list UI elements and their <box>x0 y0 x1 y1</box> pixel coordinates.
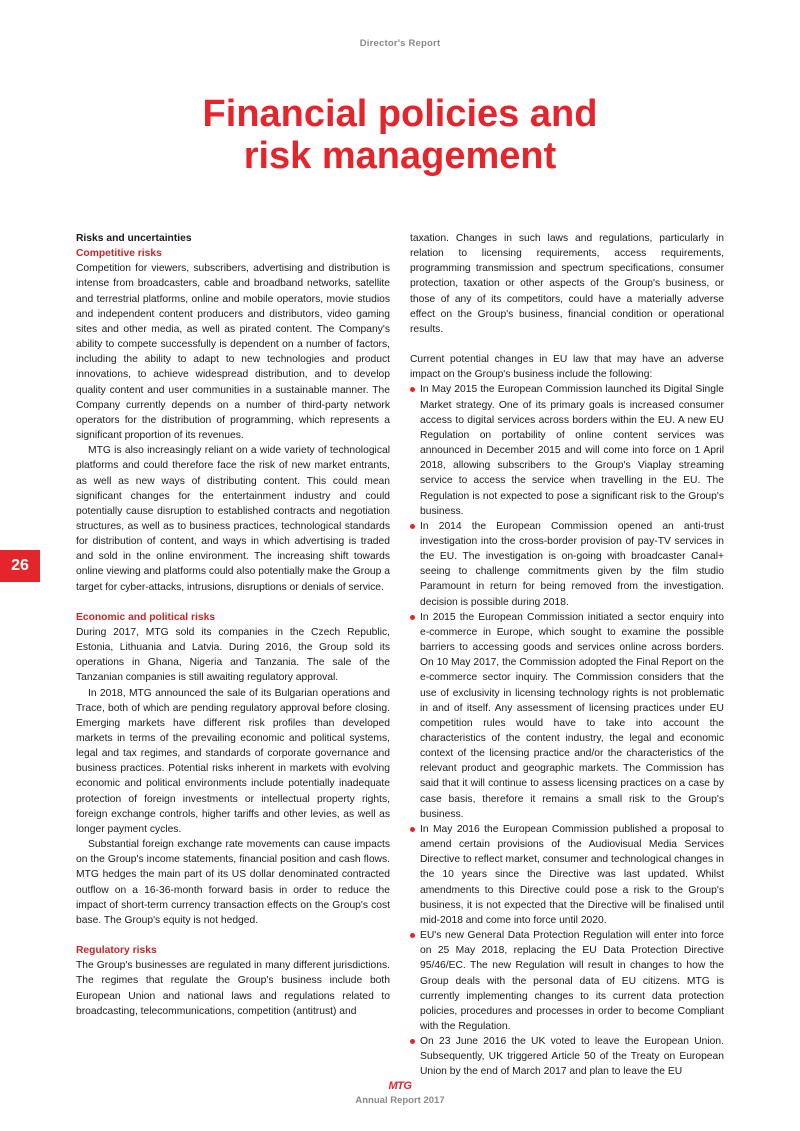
right-column <box>410 231 724 1080</box>
bullet-item <box>410 928 724 1034</box>
bullet-dot-icon <box>410 827 415 832</box>
bullet-item <box>410 610 724 822</box>
bullet-dot-icon <box>410 933 415 938</box>
left-column <box>76 231 390 1019</box>
mtg-logo: MTG <box>388 1080 412 1092</box>
bullet-text: In 2015 the European Commission initiated a sector enquiry into e-commerce in Europe, which sought to examine the possible barriers to accessing goods and services online across borders. On 10 May 2017, the Commission adopted the Final Report on the e-commerce sector inquiry. The Commission considers that the use of exclusivity in licensing technology rights is not problematic in and of itself. Any assessment of licensing practices under EU competition rules would have to take into account the characteristics of the content industry, the legal and economic context of the licensing practice and/or the characteristics of the relevant product and geographic markets. The Commission has said that it will continue to assess licensing practices on a case by case basis, therefore it remains a small risk to the Group's business. <box>420 611 724 820</box>
bullet-text: EU's new General Data Protection Regulation will enter into force on 25 May 2018, replacing the EU Data Protection Directive 95/46/EC. The new Regulation will result in changes to how the Group deals with the personal data of EU citizens. MTG is currently implementing changes to its current data protection policies, procedures and processes in order to become Compliant with the Regulation. <box>420 930 724 1032</box>
competitive-paragraph-2: MTG is also increasingly reliant on a wide variety of technological platforms and could therefore face the risk of new market entrants, as well as new ways of distributing content. This could mean significant changes for the entertainment industry and could potentially cause disruption to established contracts and negotiation structures, as well as to business practices, technological standards for distribution of content, and ways in which advertising is traded and sold in the online environment. The increasing shift towards online viewing and platforms could also potentially make the Group a target for cyber-attacks, intrusions, disruptions or denials of service. <box>76 445 390 593</box>
bullet-item <box>410 822 724 928</box>
spacer <box>76 928 390 943</box>
bullet-dot-icon <box>410 1039 415 1044</box>
bullet-text: On 23 June 2016 the UK voted to leave the European Union. Subsequently, UK triggered Article 50 of the Treaty on European Union by the end of March 2017 and plan to leave the EU <box>420 1036 724 1078</box>
competitive-paragraph-1: Competition for viewers, subscribers, advertising and distribution is intense from broadcasters, cable and broadband networks, satellite and terrestrial platforms, online and mobile operators, movie studios and independent content producers and distributors, video gaming sites and other media, as well as pirated content. The Company's ability to compete successfully is dependent on a number of factors, including the ability to adapt to new technologies and product innovations, to achieve widespread distribution, and to develop quality content and user communities in a sustainable manner. The Company currently depends on a number of third-party network operators for the distribution of programming, which represents a significant proportion of its revenues. <box>76 263 390 442</box>
bullet-text: In May 2016 the European Commission published a proposal to amend certain provisions of the Audiovisual Media Services Directive to reflect market, consumer and technological changes in the 10 years since the Directive was last updated. Whilst amendments to this Directive could pose a risk to the Group's business, it is not expected that the Directive will be finalised until mid-2018 and come into force until 2020. <box>420 823 724 926</box>
footer-label: Annual Report 2017 <box>355 1095 445 1106</box>
page-number-tab: 26 <box>0 550 40 582</box>
economic-paragraph-1: During 2017, MTG sold its companies in the Czech Republic, Estonia, Lithuania and Latvia. During 2016, the Group sold its operations in Ghana, Nigeria and Tanzania. The sale of the Tanzanian companies is still awaiting regulatory approval. <box>76 626 390 684</box>
bullet-item <box>410 382 724 518</box>
eu-law-bullet-list <box>410 382 724 1079</box>
eu-law-intro: Current potential changes in EU law that may have an adverse impact on the Group's business include the following: <box>410 354 724 381</box>
regulatory-paragraph-1: The Group's businesses are regulated in many different jurisdictions. The regimes that regulate the Group's business include both European Union and national laws and regulations related to broadcasting, telecommunications, competition (antitrust) and <box>76 960 390 1017</box>
competitive-risks-heading: Competitive risks <box>76 248 162 260</box>
regulatory-risks-heading: Regulatory risks <box>76 945 157 957</box>
risks-heading: Risks and uncertainties <box>76 233 192 244</box>
page-title-line-1: Financial policies and <box>202 93 598 135</box>
economic-paragraph-2: In 2018, MTG announced the sale of its Bulgarian operations and Trace, both of which are pending regulatory approval before closing. Emerging markets have different risk profiles than developed markets in terms of the prevailing economic and political systems, legal and tax regimes, and standards of corporate governance and business practices. Potential risks inherent in markets with evolving economic and political environments include potentially inadequate protection of foreign investments or intellectual property rights, foreign exchange controls, higher tariffs and other levies, as well as longer payment cycles. <box>76 687 390 835</box>
economic-risks-heading: Economic and political risks <box>76 611 216 623</box>
spacer <box>410 337 724 352</box>
bullet-dot-icon <box>410 615 415 620</box>
page-title-line-2: risk management <box>243 135 557 177</box>
spacer <box>76 595 390 610</box>
economic-paragraph-3: Substantial foreign exchange rate movements can cause impacts on the Group's income statements, financial position and cash flows. MTG hedges the main part of its US dollar denominated contracted outflow on a 16-36-month forward basis in order to reduce the impact of short-term currency transaction effects on the Group's cost base. The Group's equity is not hedged. <box>76 839 390 926</box>
bullet-item <box>410 519 724 610</box>
bullet-dot-icon <box>410 524 415 529</box>
bullet-item <box>410 1034 724 1079</box>
section-header: Director's Report <box>359 38 441 49</box>
bullet-dot-icon <box>410 387 415 392</box>
bullet-text: In May 2015 the European Commission launched its Digital Single Market strategy. One of its primary goals is increased consumer access to digital services across borders within the EU. A new EU Regulation on portability of online content services was announced in December 2015 and will come into force on 1 April 2018, allowing subscribers to the Group's Viaplay streaming service to access the service when travelling in the EU. The Regulation is not expected to pose a significant risk to the Group's business. <box>420 384 724 517</box>
page-title <box>0 93 800 177</box>
bullet-text: In 2014 the European Commission opened an anti-trust investigation into the cross-border provision of pay-TV services in the EU. The investigation is on-going with broadcaster Canal+ seeing to challenge commitments given by the film studio Paramount in return for being removed from the investigation. decision is possible during 2018. <box>420 520 724 608</box>
regulatory-paragraph-2: taxation. Changes in such laws and regulations, particularly in relation to licensing requirements, access requirements, programming transmission and spectrum specifications, consumer protection, taxation or other aspects of the Group's business, or those of any of its competitors, could have a materially adverse effect on the Group's business, financial condition or operational results. <box>410 233 724 335</box>
